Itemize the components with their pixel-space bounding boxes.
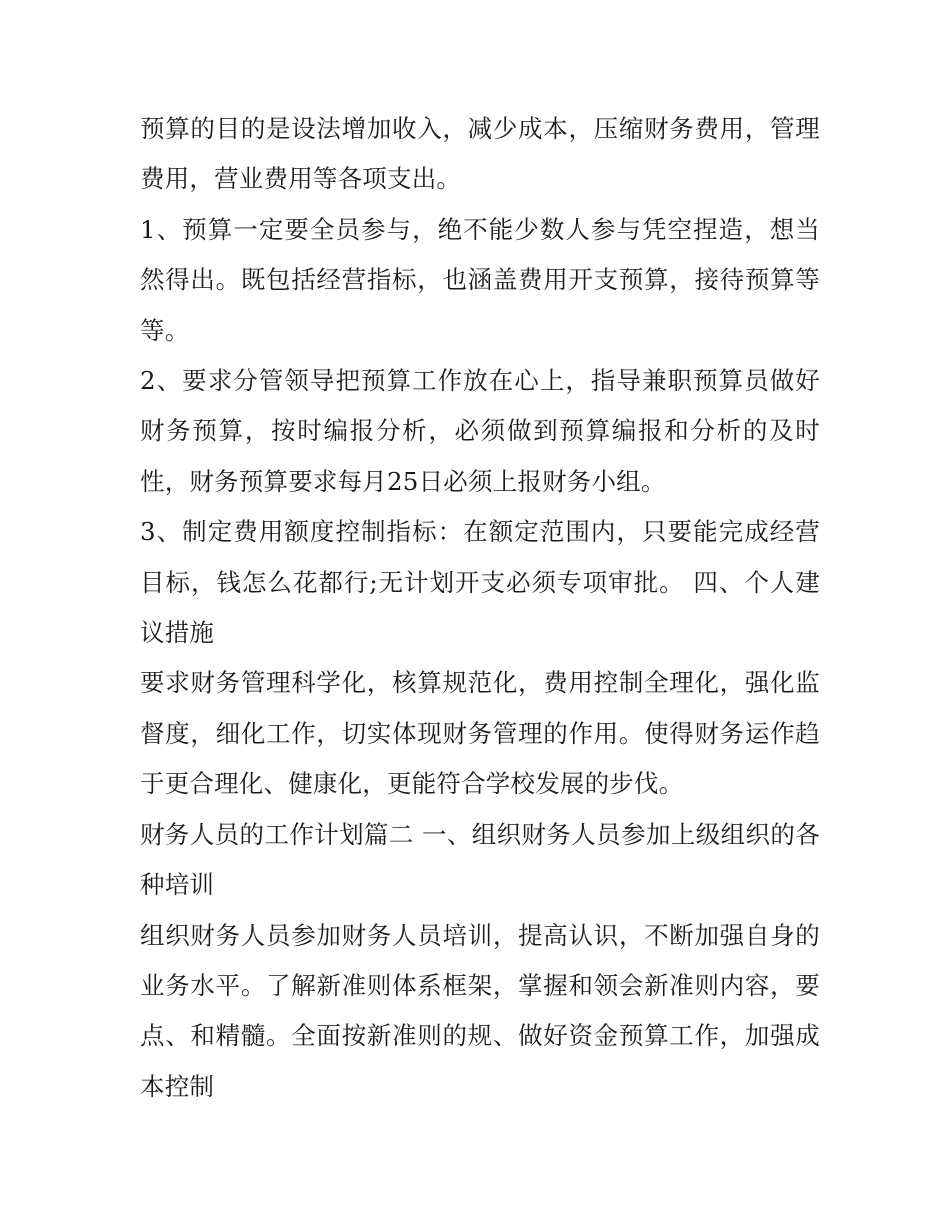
paragraph-training: 组织财务人员参加财务人员培训，提高认识，不断加强自身的业务水平。了解新准则体系框架，掌握和领会新准则内容，要点、和精髓。全面按新准则的规、做好资金预算工作，加强成本控制: [140, 920, 820, 1101]
paragraph-item-3: 3、制定费用额度控制指标：在额定范围内，只要能完成经营目标，钱怎么花都行;无计划开支必须专项审批。 四、个人建议措施: [140, 517, 820, 648]
paragraph-section-two-heading: 财务人员的工作计划篇二 一、组织财务人员参加上级组织的各种培训: [140, 819, 820, 900]
paragraph-item-2: 2、要求分管领导把预算工作放在心上，指导兼职预算员做好财务预算，按时编报分析，必须做到预算编报和分析的及时性，财务预算要求每月25日必须上报财务小组。: [140, 366, 820, 496]
paragraph-suggestions: 要求财务管理科学化，核算规范化，费用控制全理化，强化监督度，细化工作，切实体现财务管理的作用。使得财务运作趋于更合理化、健康化，更能符合学校发展的步伐。: [140, 668, 820, 799]
paragraph-budget-purpose: 预算的目的是设法增加收入，减少成本，压缩财务费用，管理费用，营业费用等各项支出。: [140, 114, 820, 194]
paragraph-item-1: 1、预算一定要全员参与，绝不能少数人参与凭空捏造，想当然得出。既包括经营指标，也涵盖费用开支预算，接待预算等等。: [140, 214, 820, 345]
document-body: [140, 104, 820, 1112]
